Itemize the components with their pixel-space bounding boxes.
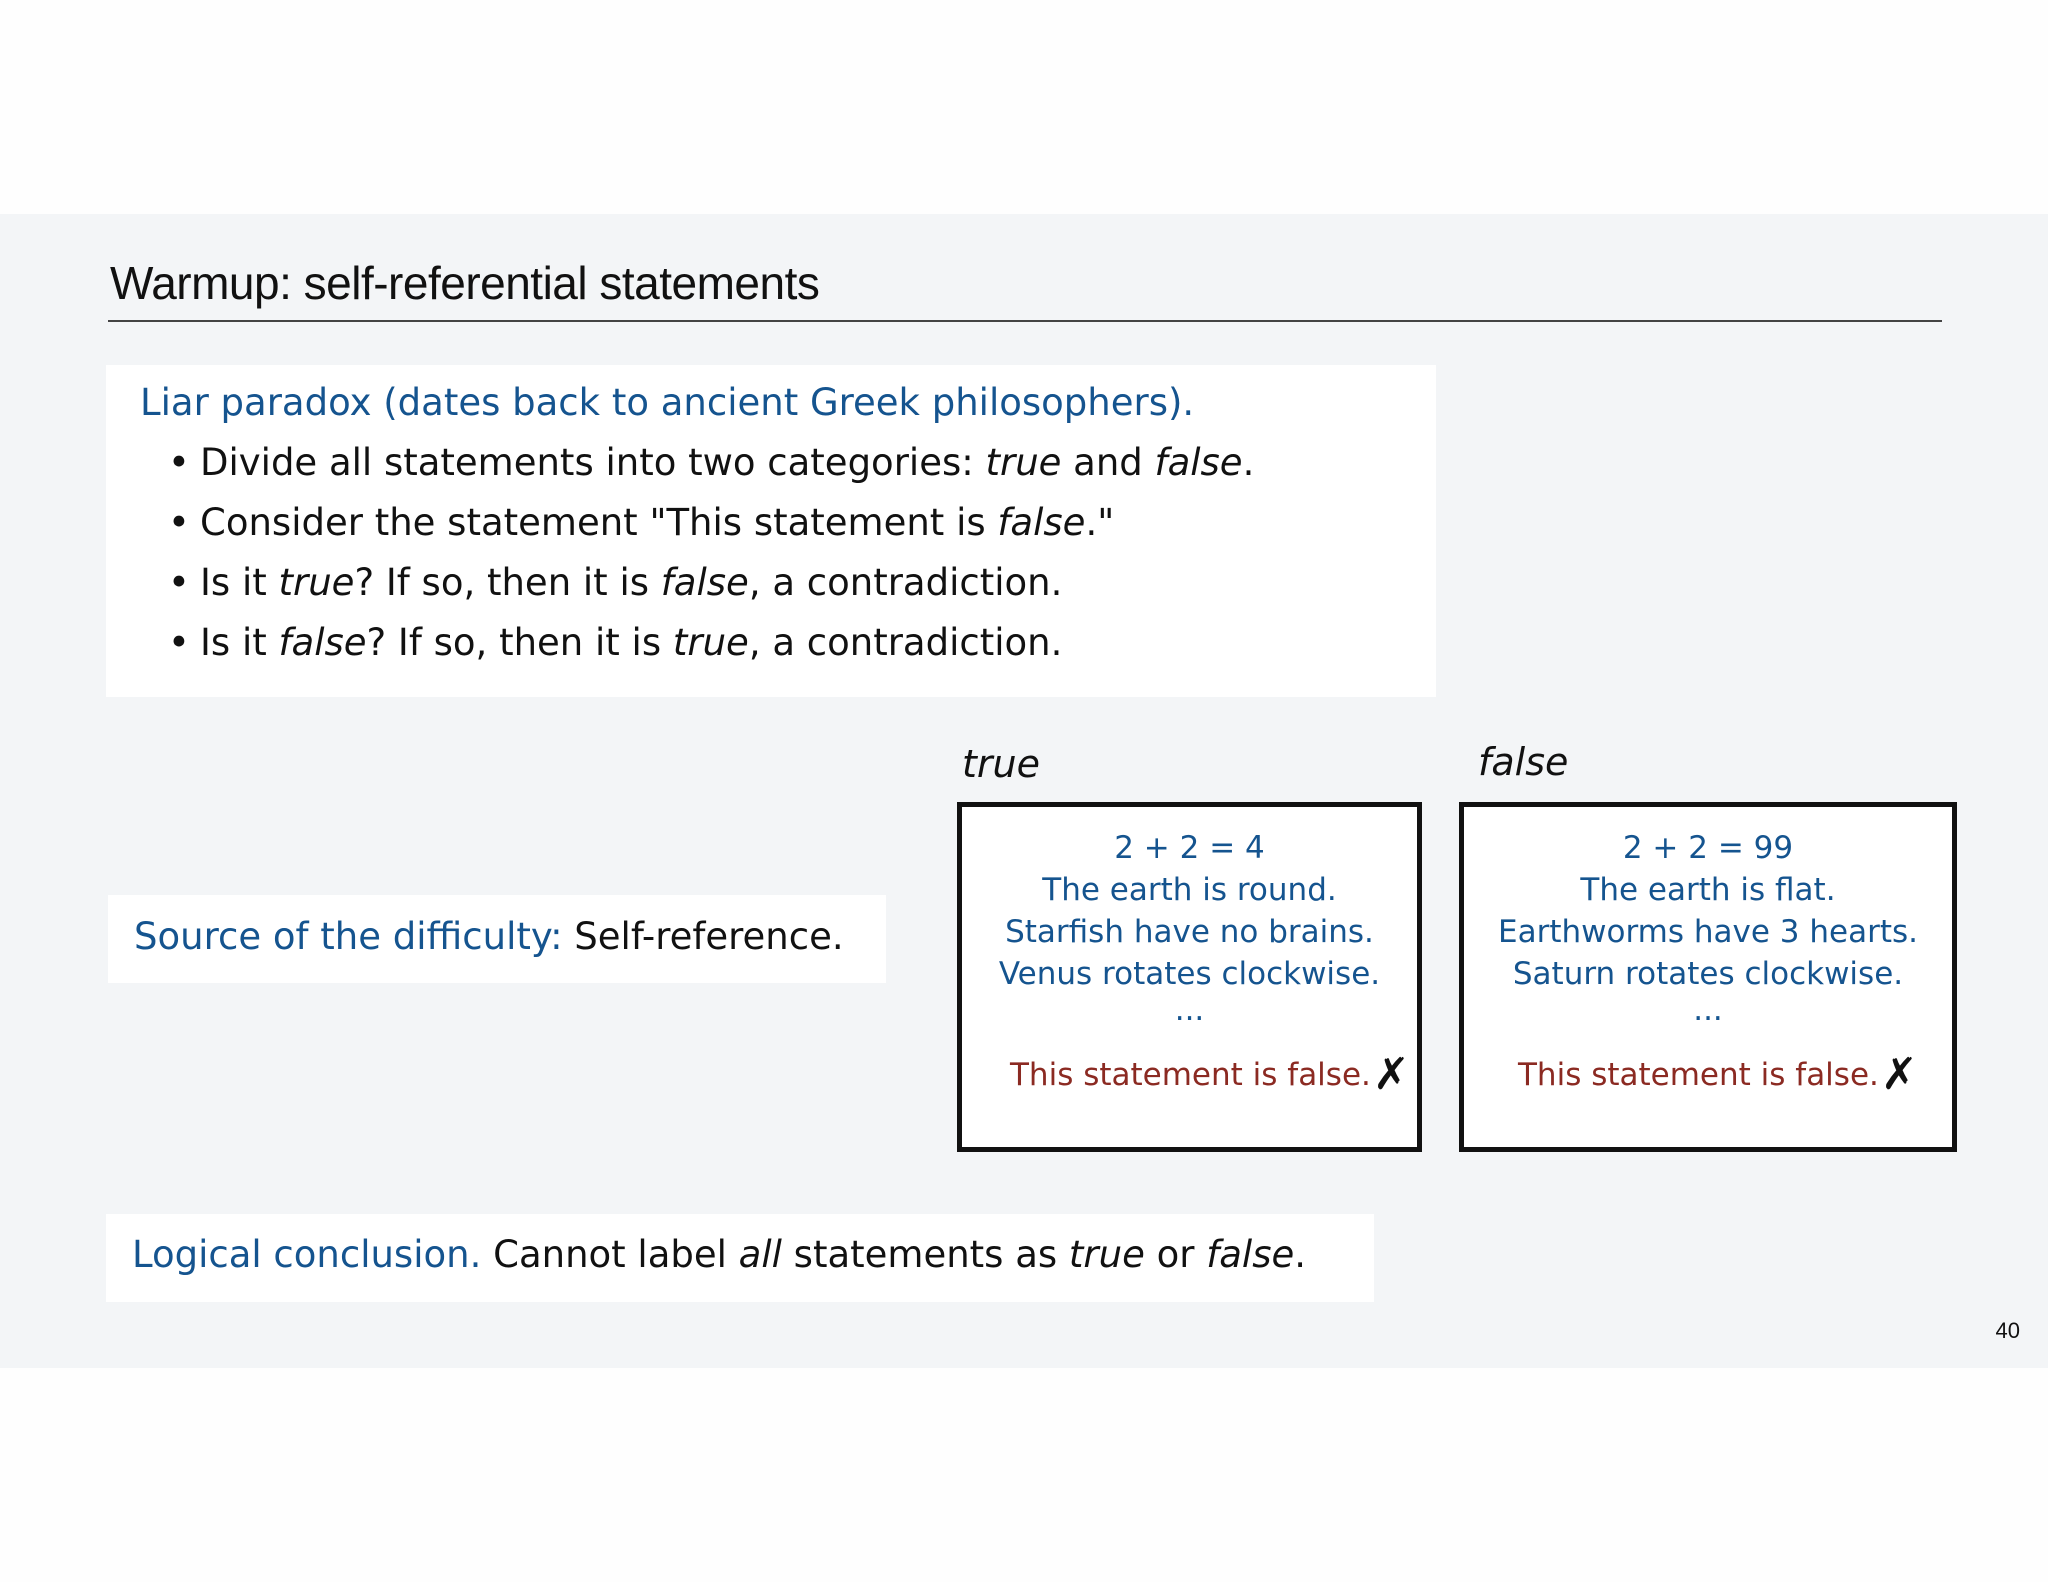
bullet-text: Consider the statement "This statement is [200, 501, 998, 544]
statement-item: 2 + 2 = 99 [1622, 830, 1794, 866]
bullet-text: Divide all statements into two categories: [200, 441, 986, 484]
bullet-text: . [1242, 441, 1255, 484]
statement-item: The earth is round. [1042, 872, 1337, 908]
bullet-text: and [1061, 441, 1155, 484]
bullet-emphasis: false [997, 501, 1086, 544]
bullet-dot: • [168, 561, 190, 604]
slide-title: Warmup: self-referential statements [110, 257, 820, 309]
title-divider [108, 320, 1942, 322]
bullet-item [168, 621, 1254, 681]
statement-item: Venus rotates clockwise. [998, 956, 1381, 992]
paradox-text: This statement is false. [1518, 1057, 1879, 1093]
bullet-emphasis: true [672, 621, 749, 664]
slide [0, 214, 2048, 1368]
statement-item: Earthworms have 3 hearts. [1498, 914, 1918, 950]
ellipsis: ... [1693, 992, 1723, 1028]
bullet-dot: • [168, 501, 190, 544]
conclusion-emphasis: all [738, 1233, 782, 1276]
bullet-emphasis: true [985, 441, 1062, 484]
false-statement-list [1464, 827, 1952, 1028]
bullet-emphasis: false [660, 561, 749, 604]
conclusion-emphasis: true [1068, 1233, 1145, 1276]
logical-conclusion-text [132, 1233, 1306, 1276]
cross-mark-icon: ✗ [1880, 1049, 1918, 1100]
statement-item: Saturn rotates clockwise. [1512, 956, 1904, 992]
statement-item: Starfish have no brains. [1005, 914, 1374, 950]
bullet-item [168, 561, 1254, 621]
true-statements-box [957, 802, 1422, 1152]
source-difficulty-text [134, 915, 844, 958]
paradox-statement [1010, 1049, 1410, 1100]
bullet-text: Is it [200, 621, 279, 664]
true-column-label: true [962, 742, 1040, 786]
source-value: Self-reference. [562, 915, 844, 958]
page-number: 40 [1995, 1318, 2020, 1343]
bullet-dot: • [168, 621, 190, 664]
liar-bullet-list [168, 441, 1254, 681]
conclusion-fragment: . [1294, 1233, 1307, 1276]
conclusion-fragment: or [1144, 1233, 1207, 1276]
liar-paradox-heading: Liar paradox (dates back to ancient Greek philosophers). [140, 381, 1195, 424]
source-difficulty-panel [108, 895, 886, 983]
conclusion-label: Logical conclusion. [132, 1233, 482, 1276]
bullet-text: Is it [200, 561, 279, 604]
cross-mark-icon: ✗ [1372, 1049, 1410, 1100]
bullet-text: , a contradiction. [748, 561, 1063, 604]
bullet-text: ." [1085, 501, 1115, 544]
liar-paradox-panel [106, 365, 1436, 697]
statement-item: The earth is flat. [1580, 872, 1836, 908]
bullet-emphasis: true [278, 561, 355, 604]
conclusion-emphasis: false [1206, 1233, 1295, 1276]
conclusion-fragment: Cannot label [481, 1233, 739, 1276]
bullet-emphasis: false [278, 621, 367, 664]
ellipsis: ... [1174, 992, 1205, 1028]
bullet-text: ? If so, then it is [366, 621, 673, 664]
false-statements-box [1459, 802, 1957, 1152]
bullet-item [168, 441, 1254, 501]
source-label: Source of the difficulty: [134, 915, 563, 958]
bullet-text: , a contradiction. [748, 621, 1063, 664]
conclusion-fragment: statements as [781, 1233, 1069, 1276]
paradox-statement [1518, 1049, 1918, 1100]
true-statement-list [962, 827, 1417, 1028]
statement-item: 2 + 2 = 4 [1114, 830, 1265, 866]
bullet-item [168, 501, 1254, 561]
bullet-dot: • [168, 441, 190, 484]
bullet-text: ? If so, then it is [354, 561, 661, 604]
bullet-emphasis: false [1154, 441, 1243, 484]
false-column-label: false [1478, 740, 1569, 784]
logical-conclusion-panel [106, 1214, 1374, 1302]
paradox-text: This statement is false. [1010, 1057, 1371, 1093]
